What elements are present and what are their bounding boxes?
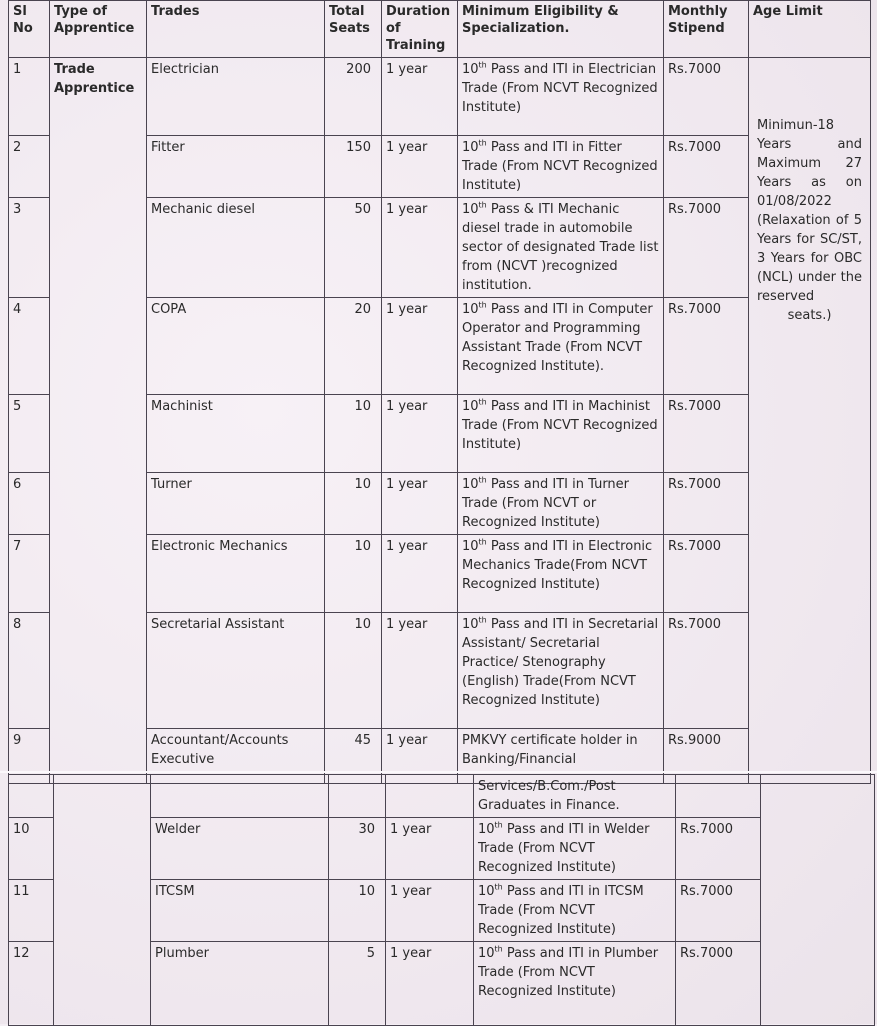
eligibility-cell (458, 58, 664, 136)
stipend-cell: Rs.7000 (664, 58, 749, 136)
seats-cell: 200 (325, 58, 382, 136)
header-age-limit: Age Limit (749, 1, 871, 58)
seats-cell: 10 (325, 473, 382, 535)
sl-cell: 4 (9, 298, 50, 395)
age-limit-cell: Minimun-18 Years and Maximum 27 Years as on 01/08/2022 (Relaxation of 5 Years for SC/ST, 3 Years for OBC (NCL) under the reserved seats.) (749, 58, 871, 784)
trade-cell: Turner (147, 473, 325, 535)
trade-cell: Fitter (147, 136, 325, 198)
eligibility-number: 10 (462, 62, 479, 77)
sl-cell: 7 (9, 535, 50, 613)
duration-cell: 1 year (382, 298, 458, 395)
eligibility-number: 10 (478, 884, 495, 899)
duration-cell: 1 year (382, 136, 458, 198)
sl-cell: 6 (9, 473, 50, 535)
eligibility-text: Pass & ITI Mechanic diesel trade in automobile sector of designated Trade list from (NCVT )recognized institution. (462, 202, 659, 293)
eligibility-number: 10 (462, 399, 479, 414)
trade-cell: Secretarial Assistant (147, 613, 325, 729)
sl-cell: 9 (9, 729, 50, 784)
eligibility-text: Pass and ITI in Turner Trade (From NCVT or Recognized Institute) (462, 477, 630, 530)
eligibility-cell (458, 298, 664, 395)
sl-cell: 2 (9, 136, 50, 198)
eligibility-text: Pass and ITI in Welder Trade (From NCVT Recognized Institute) (478, 822, 650, 875)
seats-cell: 20 (325, 298, 382, 395)
eligibility-cell (474, 942, 676, 1026)
trade-cell-empty (151, 775, 329, 818)
ordinal-suffix: th (478, 615, 487, 625)
seats-cell: 150 (325, 136, 382, 198)
apprentice-table-part-1 (8, 0, 871, 784)
age-limit-cell-empty (761, 775, 875, 1026)
trade-cell: Machinist (147, 395, 325, 473)
ordinal-suffix: th (478, 475, 487, 485)
sl-cell: 5 (9, 395, 50, 473)
seats-cell: 10 (329, 880, 386, 942)
stipend-cell: Rs.7000 (676, 818, 761, 880)
eligibility-number: 10 (478, 946, 495, 961)
sl-cell: 1 (9, 58, 50, 136)
sl-cell: 10 (9, 818, 54, 880)
continuation-row (9, 775, 875, 818)
eligibility-cell (458, 613, 664, 729)
ordinal-suffix: th (494, 944, 503, 954)
eligibility-cell (458, 535, 664, 613)
eligibility-text: Pass and ITI in Computer Operator and Programming Assistant Trade (From NCVT Recognized Institute). (462, 302, 653, 374)
trade-cell: Mechanic diesel (147, 198, 325, 298)
eligibility-number: 10 (478, 822, 495, 837)
ordinal-suffix: th (478, 200, 487, 210)
eligibility-text: Pass and ITI in Plumber Trade (From NCVT Recognized Institute) (478, 946, 659, 999)
seats-cell: 30 (329, 818, 386, 880)
stipend-cell-empty (676, 775, 761, 818)
seats-cell: 5 (329, 942, 386, 1026)
page-break (0, 771, 877, 773)
seats-cell: 45 (325, 729, 382, 784)
duration-cell: 1 year (386, 942, 474, 1026)
sl-cell: 3 (9, 198, 50, 298)
trade-cell: COPA (147, 298, 325, 395)
trade-cell: Plumber (151, 942, 329, 1026)
header-row (9, 1, 871, 58)
eligibility-text: Pass and ITI in Machinist Trade (From NCVT Recognized Institute) (462, 399, 658, 452)
stipend-cell: Rs.7000 (664, 535, 749, 613)
stipend-cell: Rs.7000 (676, 942, 761, 1026)
apprentice-table-part-2 (8, 774, 875, 1026)
trade-cell: Welder (151, 818, 329, 880)
duration-cell: 1 year (382, 729, 458, 784)
seats-cell-empty (329, 775, 386, 818)
duration-cell: 1 year (382, 613, 458, 729)
eligibility-cell (474, 818, 676, 880)
eligibility-text: Pass and ITI in Electrician Trade (From NCVT Recognized Institute) (462, 62, 658, 115)
stipend-cell: Rs.7000 (664, 298, 749, 395)
stipend-cell: Rs.7000 (664, 613, 749, 729)
header-sl-no: Sl No (9, 1, 50, 58)
sl-cell: 12 (9, 942, 54, 1026)
ordinal-suffix: th (478, 397, 487, 407)
sl-cell-empty (9, 775, 54, 818)
eligibility-number: 10 (462, 477, 479, 492)
trade-cell: Electrician (147, 58, 325, 136)
apprentice-type-cell: Trade Apprentice (50, 58, 147, 784)
trade-cell: Electronic Mechanics (147, 535, 325, 613)
header-duration: Duration of Training (382, 1, 458, 58)
duration-cell: 1 year (386, 880, 474, 942)
stipend-cell: Rs.7000 (664, 198, 749, 298)
header-eligibility: Minimum Eligibility & Specialization. (458, 1, 664, 58)
eligibility-number: 10 (462, 539, 479, 554)
eligibility-text: Pass and ITI in Fitter Trade (From NCVT Recognized Institute) (462, 140, 658, 193)
eligibility-number: 10 (462, 202, 479, 217)
eligibility-text: Pass and ITI in Secretarial Assistant/ Secretarial Practice/ Stenography (English) Trade(From NCVT Recognized Institute) (462, 617, 659, 708)
stipend-cell: Rs.7000 (664, 473, 749, 535)
eligibility-number: 10 (462, 302, 479, 317)
trade-cell: Accountant/Accounts Executive (147, 729, 325, 784)
duration-cell: 1 year (382, 395, 458, 473)
eligibility-number: 10 (462, 617, 479, 632)
stipend-cell: Rs.9000 (664, 729, 749, 784)
eligibility-cell (458, 136, 664, 198)
eligibility-cell (474, 880, 676, 942)
eligibility-text: Pass and ITI in ITCSM Trade (From NCVT Recognized Institute) (478, 884, 644, 937)
duration-cell: 1 year (382, 473, 458, 535)
table-row (9, 58, 871, 136)
ordinal-suffix: th (478, 537, 487, 547)
header-stipend: Monthly Stipend (664, 1, 749, 58)
duration-cell: 1 year (386, 818, 474, 880)
stipend-cell: Rs.7000 (664, 395, 749, 473)
eligibility-number: 10 (462, 140, 479, 155)
ordinal-suffix: th (494, 882, 503, 892)
eligibility-cell (458, 198, 664, 298)
eligibility-cell: PMKVY certificate holder in Banking/Financial (458, 729, 664, 784)
sl-cell: 11 (9, 880, 54, 942)
header-type: Type of Apprentice (50, 1, 147, 58)
seats-cell: 10 (325, 613, 382, 729)
stipend-cell: Rs.7000 (676, 880, 761, 942)
seats-cell: 10 (325, 535, 382, 613)
duration-cell: 1 year (382, 58, 458, 136)
eligibility-cell (458, 473, 664, 535)
ordinal-suffix: th (494, 820, 503, 830)
eligibility-text: Pass and ITI in Electronic Mechanics Trade(From NCVT Recognized Institute) (462, 539, 653, 592)
ordinal-suffix: th (478, 60, 487, 70)
duration-cell-empty (386, 775, 474, 818)
duration-cell: 1 year (382, 198, 458, 298)
stipend-cell: Rs.7000 (664, 136, 749, 198)
header-seats: Total Seats (325, 1, 382, 58)
duration-cell: 1 year (382, 535, 458, 613)
ordinal-suffix: th (478, 138, 487, 148)
ordinal-suffix: th (478, 300, 487, 310)
trade-cell: ITCSM (151, 880, 329, 942)
apprentice-type-cell-empty (54, 775, 151, 1026)
seats-cell: 50 (325, 198, 382, 298)
eligibility-cell (458, 395, 664, 473)
sl-cell: 8 (9, 613, 50, 729)
seats-cell: 10 (325, 395, 382, 473)
header-trades: Trades (147, 1, 325, 58)
eligibility-continuation: Services/B.Com./Post Graduates in Finance. (474, 775, 676, 818)
